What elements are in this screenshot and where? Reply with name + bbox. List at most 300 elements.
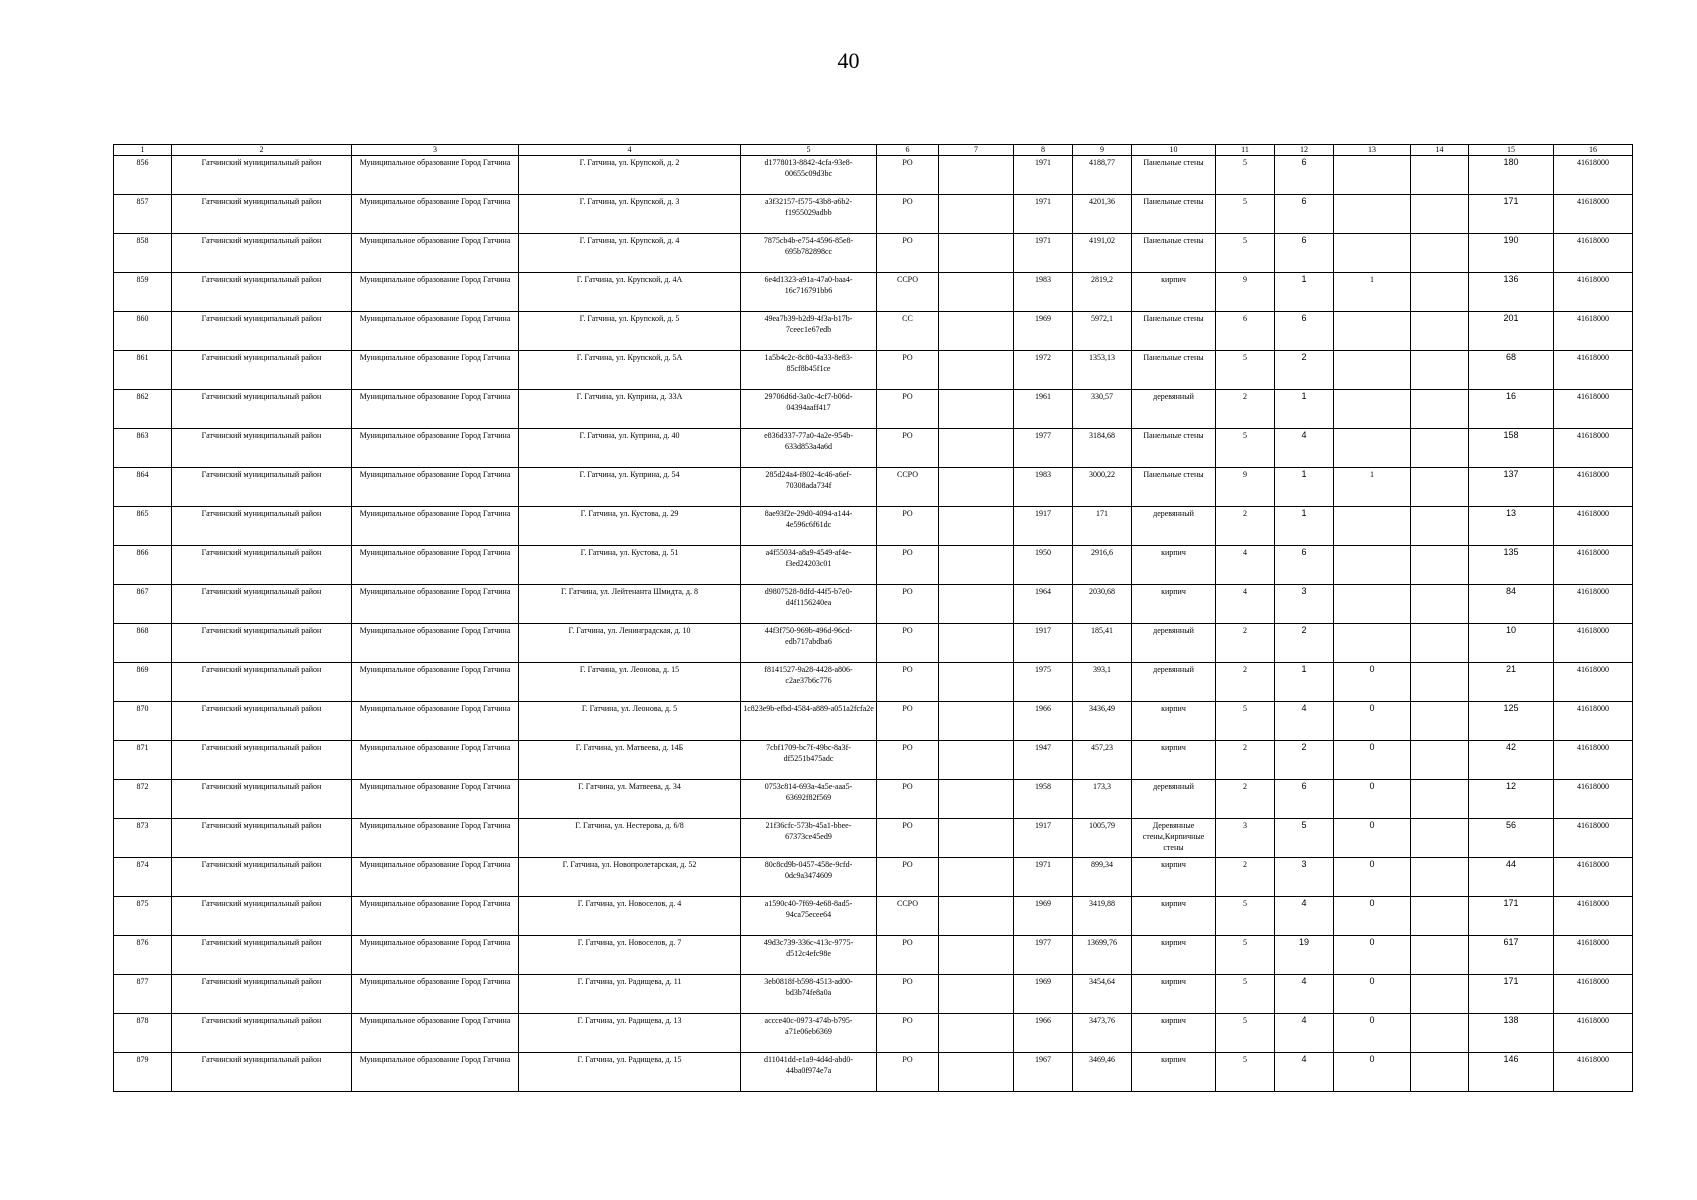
table-cell: 13: [1469, 507, 1554, 546]
table-cell: Гатчинский муниципальный район: [172, 507, 352, 546]
table-cell: 2: [1216, 741, 1275, 780]
table-cell: 1972: [1014, 351, 1073, 390]
table-cell: 899,34: [1073, 858, 1132, 897]
table-cell: кирпич: [1132, 1053, 1216, 1092]
table-cell: [1411, 390, 1469, 429]
table-cell: [939, 897, 1014, 936]
table-cell: 873: [114, 819, 172, 858]
table-cell: 876: [114, 936, 172, 975]
table-cell: 7875cb4b-e754-4596-85e8-695b782898cc: [741, 234, 877, 273]
table-cell: 3: [1275, 585, 1334, 624]
table-cell: 41618000: [1554, 273, 1633, 312]
table-row: [114, 858, 1633, 897]
table-cell: 878: [114, 1014, 172, 1053]
table-cell: кирпич: [1132, 546, 1216, 585]
table-cell: Г. Гатчина, ул. Нестерова, д. 6/8: [519, 819, 741, 858]
table-cell: 330,57: [1073, 390, 1132, 429]
table-cell: Муниципальное образование Город Гатчина: [352, 702, 519, 741]
table-cell: Муниципальное образование Город Гатчина: [352, 663, 519, 702]
table-cell: 41618000: [1554, 507, 1633, 546]
table-cell: 185,41: [1073, 624, 1132, 663]
table-cell: Г. Гатчина, ул. Радищева, д. 11: [519, 975, 741, 1014]
table-cell: [939, 390, 1014, 429]
table-cell: 2819,2: [1073, 273, 1132, 312]
table-cell: [939, 156, 1014, 195]
column-header: 11: [1216, 145, 1275, 156]
table-cell: РО: [877, 741, 939, 780]
table-cell: 171: [1469, 195, 1554, 234]
table-cell: Гатчинский муниципальный район: [172, 234, 352, 273]
table-cell: 879: [114, 1053, 172, 1092]
table-cell: Гатчинский муниципальный район: [172, 351, 352, 390]
table-cell: Гатчинский муниципальный район: [172, 741, 352, 780]
table-cell: 872: [114, 780, 172, 819]
table-cell: 1917: [1014, 507, 1073, 546]
table-cell: 21: [1469, 663, 1554, 702]
table-cell: 190: [1469, 234, 1554, 273]
table-cell: Г. Гатчина, ул. Матвеева, д. 34: [519, 780, 741, 819]
table-cell: 0: [1334, 780, 1411, 819]
table-cell: 41618000: [1554, 1053, 1633, 1092]
table-cell: 3419,88: [1073, 897, 1132, 936]
column-header: 16: [1554, 145, 1633, 156]
column-header: 9: [1073, 145, 1132, 156]
table-cell: 861: [114, 351, 172, 390]
table-cell: Г. Гатчина, ул. Радищева, д. 13: [519, 1014, 741, 1053]
table-cell: 2916,6: [1073, 546, 1132, 585]
table-cell: [1334, 546, 1411, 585]
table-cell: [1411, 546, 1469, 585]
table-cell: 1977: [1014, 936, 1073, 975]
table-cell: деревянный: [1132, 390, 1216, 429]
table-cell: Муниципальное образование Город Гатчина: [352, 390, 519, 429]
table-cell: 3473,76: [1073, 1014, 1132, 1053]
table-cell: 4: [1216, 546, 1275, 585]
table-cell: 158: [1469, 429, 1554, 468]
table-cell: 2: [1275, 624, 1334, 663]
table-cell: 3000,22: [1073, 468, 1132, 507]
table-cell: 0: [1334, 936, 1411, 975]
table-cell: 2: [1216, 858, 1275, 897]
table-cell: 2: [1216, 663, 1275, 702]
table-cell: 138: [1469, 1014, 1554, 1053]
table-cell: Гатчинский муниципальный район: [172, 780, 352, 819]
table-cell: ССРО: [877, 897, 939, 936]
table-cell: 1: [1275, 663, 1334, 702]
table-cell: Г. Гатчина, ул. Крупской, д. 4А: [519, 273, 741, 312]
table-cell: 868: [114, 624, 172, 663]
table-cell: 180: [1469, 156, 1554, 195]
table-cell: 1977: [1014, 429, 1073, 468]
table-cell: Гатчинский муниципальный район: [172, 390, 352, 429]
table-cell: 41618000: [1554, 234, 1633, 273]
table-cell: [939, 234, 1014, 273]
table-cell: Муниципальное образование Город Гатчина: [352, 1014, 519, 1053]
table-row: [114, 819, 1633, 858]
table-cell: 4201,36: [1073, 195, 1132, 234]
table-cell: 858: [114, 234, 172, 273]
column-header: 10: [1132, 145, 1216, 156]
table-cell: 1: [1275, 390, 1334, 429]
column-header: 13: [1334, 145, 1411, 156]
table-cell: Муниципальное образование Город Гатчина: [352, 429, 519, 468]
table-cell: 41618000: [1554, 780, 1633, 819]
table-cell: [939, 741, 1014, 780]
table-cell: 1983: [1014, 468, 1073, 507]
table-cell: Муниципальное образование Город Гатчина: [352, 741, 519, 780]
table-cell: РО: [877, 390, 939, 429]
table-cell: РО: [877, 195, 939, 234]
table-cell: 146: [1469, 1053, 1554, 1092]
table-cell: 41618000: [1554, 468, 1633, 507]
table-cell: 1971: [1014, 234, 1073, 273]
table-cell: 4: [1275, 702, 1334, 741]
table-cell: 1917: [1014, 624, 1073, 663]
table-cell: Г. Гатчина, ул. Леонова, д. 15: [519, 663, 741, 702]
table-cell: РО: [877, 1053, 939, 1092]
table-cell: Муниципальное образование Город Гатчина: [352, 351, 519, 390]
table-cell: 171: [1469, 897, 1554, 936]
table-cell: 16: [1469, 390, 1554, 429]
table-cell: [1334, 234, 1411, 273]
table-cell: Г. Гатчина, ул. Крупской, д. 4: [519, 234, 741, 273]
table-cell: [1411, 507, 1469, 546]
table-cell: 41618000: [1554, 819, 1633, 858]
table-row: [114, 234, 1633, 273]
table-row: [114, 1053, 1633, 1092]
table-cell: 871: [114, 741, 172, 780]
table-cell: Гатчинский муниципальный район: [172, 468, 352, 507]
table-cell: [939, 663, 1014, 702]
table-cell: РО: [877, 702, 939, 741]
table-cell: 5: [1216, 975, 1275, 1014]
table-cell: 5: [1216, 1053, 1275, 1092]
table-cell: 41618000: [1554, 702, 1633, 741]
table-cell: [1411, 858, 1469, 897]
table-cell: Гатчинский муниципальный район: [172, 156, 352, 195]
table-row: [114, 546, 1633, 585]
table-cell: Г. Гатчина, ул. Кустова, д. 29: [519, 507, 741, 546]
table-cell: 9: [1216, 468, 1275, 507]
table-cell: Гатчинский муниципальный район: [172, 273, 352, 312]
table-cell: Муниципальное образование Город Гатчина: [352, 585, 519, 624]
table-cell: 1917: [1014, 819, 1073, 858]
table-cell: Гатчинский муниципальный район: [172, 702, 352, 741]
table-cell: f8141527-9a28-4428-a806-c2ae37b6c776: [741, 663, 877, 702]
table-cell: 4188,77: [1073, 156, 1132, 195]
table-cell: 12: [1469, 780, 1554, 819]
table-cell: a1590c40-7f69-4e68-8ad5-94ca75ecee64: [741, 897, 877, 936]
table-cell: 6: [1275, 546, 1334, 585]
table-cell: 617: [1469, 936, 1554, 975]
table-cell: 870: [114, 702, 172, 741]
table-cell: Панельные стены: [1132, 312, 1216, 351]
table-cell: 4: [1275, 1053, 1334, 1092]
table-row: [114, 936, 1633, 975]
table-cell: [939, 858, 1014, 897]
table-row: [114, 975, 1633, 1014]
table-cell: [939, 624, 1014, 663]
table-row: [114, 390, 1633, 429]
table-cell: [1411, 897, 1469, 936]
table-cell: кирпич: [1132, 975, 1216, 1014]
table-cell: 41618000: [1554, 858, 1633, 897]
page-number: 40: [837, 48, 860, 73]
table-cell: 1: [1334, 273, 1411, 312]
table-cell: 1975: [1014, 663, 1073, 702]
table-cell: 6: [1275, 234, 1334, 273]
table-cell: 19: [1275, 936, 1334, 975]
column-header: 6: [877, 145, 939, 156]
table-cell: d9807528-8dfd-44f5-b7e0-d4f1156240ea: [741, 585, 877, 624]
table-cell: [1334, 624, 1411, 663]
table-cell: [939, 780, 1014, 819]
table-cell: кирпич: [1132, 897, 1216, 936]
table-cell: 4: [1275, 429, 1334, 468]
table-cell: 1: [1275, 507, 1334, 546]
table-cell: 856: [114, 156, 172, 195]
table-cell: 864: [114, 468, 172, 507]
table-cell: 13699,76: [1073, 936, 1132, 975]
table-cell: [1411, 936, 1469, 975]
table-row: [114, 195, 1633, 234]
table-cell: 41618000: [1554, 975, 1633, 1014]
table-cell: d11041dd-e1a9-4d4d-abd0-44ba0f974e7a: [741, 1053, 877, 1092]
table-cell: 2: [1216, 507, 1275, 546]
table-cell: 4: [1275, 975, 1334, 1014]
table-cell: [1334, 195, 1411, 234]
table-cell: 136: [1469, 273, 1554, 312]
table-cell: кирпич: [1132, 1014, 1216, 1053]
table-cell: 41618000: [1554, 585, 1633, 624]
table-cell: Г. Гатчина, ул. Крупской, д. 5А: [519, 351, 741, 390]
table-cell: РО: [877, 156, 939, 195]
table-cell: [939, 273, 1014, 312]
table-cell: Г. Гатчина, ул. Крупской, д. 5: [519, 312, 741, 351]
table-cell: 3: [1275, 858, 1334, 897]
table-cell: ССРО: [877, 273, 939, 312]
table-cell: кирпич: [1132, 702, 1216, 741]
table-cell: Гатчинский муниципальный район: [172, 663, 352, 702]
table-cell: кирпич: [1132, 273, 1216, 312]
table-cell: [1411, 585, 1469, 624]
column-header: 3: [352, 145, 519, 156]
table-cell: [939, 702, 1014, 741]
table-cell: 41618000: [1554, 546, 1633, 585]
table-cell: 0: [1334, 1053, 1411, 1092]
table-cell: 1971: [1014, 195, 1073, 234]
table-cell: 2: [1275, 741, 1334, 780]
table-cell: Муниципальное образование Город Гатчина: [352, 195, 519, 234]
table-cell: Панельные стены: [1132, 195, 1216, 234]
table-cell: Муниципальное образование Город Гатчина: [352, 234, 519, 273]
table-cell: деревянный: [1132, 663, 1216, 702]
column-header: 2: [172, 145, 352, 156]
table-cell: 5: [1216, 429, 1275, 468]
table-cell: 125: [1469, 702, 1554, 741]
table-cell: [1411, 429, 1469, 468]
table-cell: Муниципальное образование Город Гатчина: [352, 819, 519, 858]
table-cell: Гатчинский муниципальный район: [172, 819, 352, 858]
table-cell: 1966: [1014, 702, 1073, 741]
table-cell: 5: [1216, 351, 1275, 390]
table-cell: 866: [114, 546, 172, 585]
table-cell: 41618000: [1554, 936, 1633, 975]
table-cell: [939, 195, 1014, 234]
table-cell: 3: [1216, 819, 1275, 858]
table-cell: [1411, 351, 1469, 390]
table-cell: Гатчинский муниципальный район: [172, 195, 352, 234]
table-cell: [1411, 624, 1469, 663]
table-cell: 285d24a4-f802-4c46-a6ef-70308ada734f: [741, 468, 877, 507]
table-cell: 3184,68: [1073, 429, 1132, 468]
table-cell: [939, 975, 1014, 1014]
table-cell: 863: [114, 429, 172, 468]
table-cell: 10: [1469, 624, 1554, 663]
table-cell: Г. Гатчина, ул. Куприна, д. 33А: [519, 390, 741, 429]
table-cell: 457,23: [1073, 741, 1132, 780]
table-cell: 874: [114, 858, 172, 897]
table-cell: [1334, 585, 1411, 624]
table-cell: Г. Гатчина, ул. Кустова, д. 51: [519, 546, 741, 585]
table-cell: 5: [1216, 702, 1275, 741]
table-cell: 41618000: [1554, 351, 1633, 390]
table-cell: [1411, 156, 1469, 195]
table-cell: 2: [1216, 390, 1275, 429]
table-cell: [939, 468, 1014, 507]
table-cell: 1950: [1014, 546, 1073, 585]
table-cell: 8ae93f2e-29d0-4094-a144-4e596c6f61dc: [741, 507, 877, 546]
table-cell: 5: [1216, 156, 1275, 195]
table-cell: [1411, 468, 1469, 507]
table-cell: 135: [1469, 546, 1554, 585]
table-cell: 862: [114, 390, 172, 429]
table-cell: 0: [1334, 819, 1411, 858]
table-cell: РО: [877, 429, 939, 468]
table-cell: 2030,68: [1073, 585, 1132, 624]
table-cell: [939, 585, 1014, 624]
table-cell: РО: [877, 858, 939, 897]
table-cell: [1334, 156, 1411, 195]
table-row: [114, 663, 1633, 702]
table-cell: 4191,02: [1073, 234, 1132, 273]
table-row: [114, 351, 1633, 390]
table-row: [114, 702, 1633, 741]
table-cell: 2: [1275, 351, 1334, 390]
table-cell: РО: [877, 1014, 939, 1053]
table-row: [114, 624, 1633, 663]
column-header: 8: [1014, 145, 1073, 156]
table-cell: 137: [1469, 468, 1554, 507]
table-cell: 6: [1275, 312, 1334, 351]
table-cell: 1983: [1014, 273, 1073, 312]
table-cell: [939, 351, 1014, 390]
table-cell: [939, 819, 1014, 858]
table-row: [114, 507, 1633, 546]
table-cell: [1411, 312, 1469, 351]
table-cell: ССРО: [877, 468, 939, 507]
table-row: [114, 156, 1633, 195]
column-header: 4: [519, 145, 741, 156]
table-row: [114, 780, 1633, 819]
table-cell: [1334, 312, 1411, 351]
table-cell: 5: [1216, 936, 1275, 975]
table-cell: [939, 1053, 1014, 1092]
table-cell: 80c8cd9b-0457-458e-9cfd-0dc9a3474609: [741, 858, 877, 897]
table-cell: 1971: [1014, 858, 1073, 897]
table-cell: Муниципальное образование Город Гатчина: [352, 936, 519, 975]
table-cell: Г. Гатчина, ул. Куприна, д. 40: [519, 429, 741, 468]
table-cell: 201: [1469, 312, 1554, 351]
table-cell: 3469,46: [1073, 1053, 1132, 1092]
column-header: 14: [1411, 145, 1469, 156]
table-cell: 68: [1469, 351, 1554, 390]
table-cell: 6: [1275, 780, 1334, 819]
table-cell: 41618000: [1554, 624, 1633, 663]
table-cell: [939, 429, 1014, 468]
table-cell: 869: [114, 663, 172, 702]
table-cell: [1334, 507, 1411, 546]
table-cell: [1334, 429, 1411, 468]
table-cell: деревянный: [1132, 507, 1216, 546]
table-cell: accce40c-0973-474b-b795-a71e06eb6369: [741, 1014, 877, 1053]
table-cell: [1334, 351, 1411, 390]
table-cell: [939, 312, 1014, 351]
table-cell: 5: [1216, 195, 1275, 234]
table-cell: 6: [1275, 156, 1334, 195]
table-cell: 1961: [1014, 390, 1073, 429]
table-cell: [1411, 195, 1469, 234]
table-cell: 1964: [1014, 585, 1073, 624]
table-cell: 3454,64: [1073, 975, 1132, 1014]
table-cell: 1969: [1014, 975, 1073, 1014]
table-cell: 1353,13: [1073, 351, 1132, 390]
table-cell: 0753c814-693a-4a5e-aaa5-63692f82f569: [741, 780, 877, 819]
table-cell: РО: [877, 234, 939, 273]
table-cell: 2: [1216, 780, 1275, 819]
table-cell: a4f55034-a8a9-4549-af4e-f3ed24203c01: [741, 546, 877, 585]
table-cell: 0: [1334, 975, 1411, 1014]
table-row: [114, 897, 1633, 936]
table-cell: 29706d6d-3a0c-4cf7-b06d-04394aaff417: [741, 390, 877, 429]
table-cell: Г. Гатчина, ул. Ленинградская, д. 10: [519, 624, 741, 663]
table-cell: Муниципальное образование Город Гатчина: [352, 780, 519, 819]
table-cell: 867: [114, 585, 172, 624]
table-header-row: [114, 145, 1633, 156]
table-cell: 84: [1469, 585, 1554, 624]
table-cell: кирпич: [1132, 585, 1216, 624]
table-cell: [1411, 234, 1469, 273]
column-header: 12: [1275, 145, 1334, 156]
table-cell: e836d337-77a0-4a2e-954b-633d853a4a6d: [741, 429, 877, 468]
table-cell: 1947: [1014, 741, 1073, 780]
table-cell: 171: [1469, 975, 1554, 1014]
table-cell: [1411, 273, 1469, 312]
table-cell: 1c823e9b-efbd-4584-a889-a051a2fcfa2e: [741, 702, 877, 741]
table-cell: 41618000: [1554, 897, 1633, 936]
table-cell: 44: [1469, 858, 1554, 897]
table-cell: [1411, 663, 1469, 702]
table-cell: кирпич: [1132, 858, 1216, 897]
table-cell: [1411, 780, 1469, 819]
table-cell: Гатчинский муниципальный район: [172, 897, 352, 936]
table-cell: 41618000: [1554, 663, 1633, 702]
table-cell: 0: [1334, 1014, 1411, 1053]
table-cell: 0: [1334, 702, 1411, 741]
table-cell: Гатчинский муниципальный район: [172, 1053, 352, 1092]
table-cell: Г. Гатчина, ул. Куприна, д. 54: [519, 468, 741, 507]
table-cell: Г. Гатчина, ул. Радищева, д. 15: [519, 1053, 741, 1092]
